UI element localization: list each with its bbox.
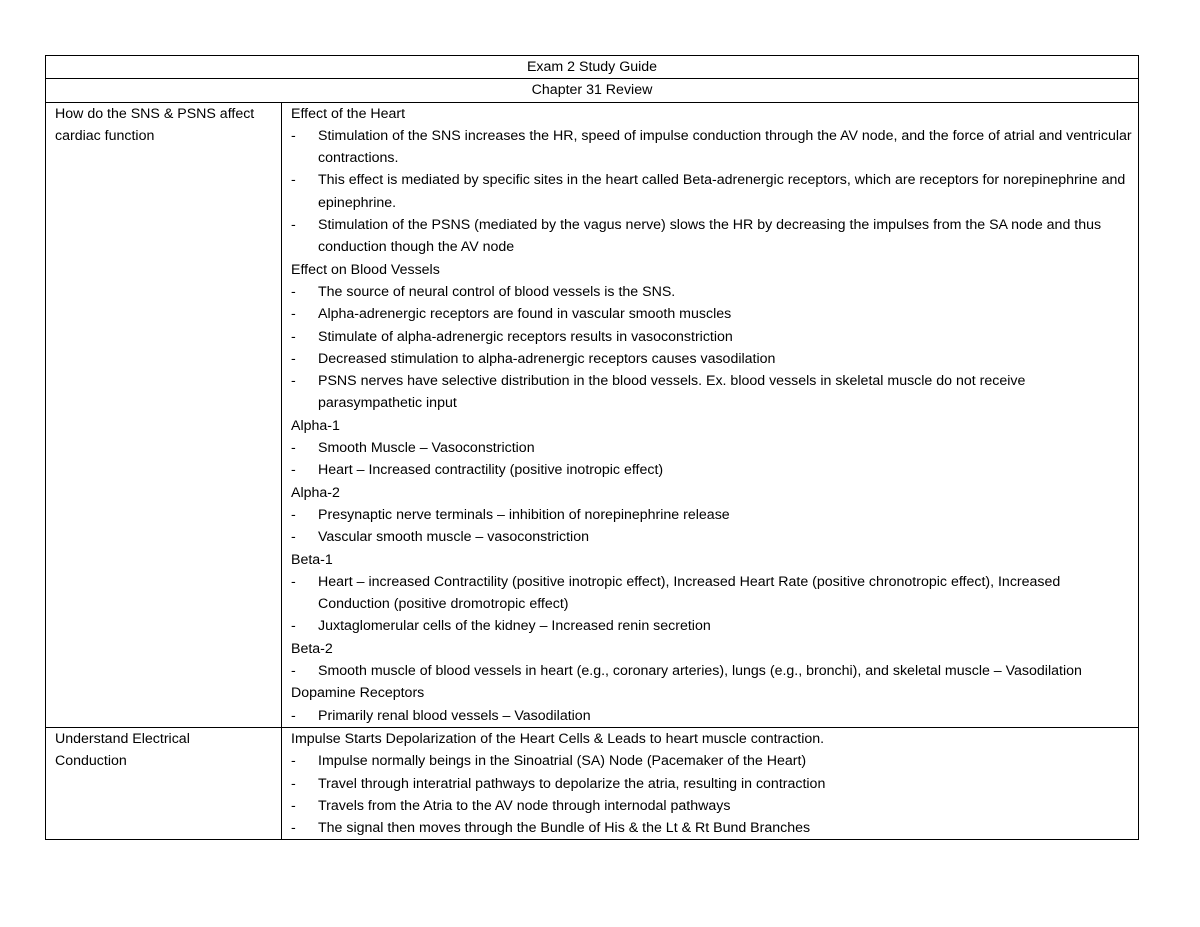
list-item: - Presynaptic nerve terminals – inhibition of norepinephrine release: [291, 504, 1138, 526]
bullet-dash: -: [291, 350, 296, 367]
list-item: - Stimulation of the PSNS (mediated by the vagus nerve) slows the HR by decreasing the impulses from the SA node and thus conduction though the AV node: [291, 214, 1138, 259]
bullet-dash: -: [291, 373, 296, 390]
topic-label: How do the SNS & PSNS affect cardiac function: [55, 105, 255, 144]
bullet-dash: -: [291, 618, 296, 635]
section-heading: Dopamine Receptors: [291, 685, 425, 702]
bullet-dash: -: [291, 462, 296, 479]
list-item: - Vascular smooth muscle – vasoconstriction: [291, 526, 1138, 548]
bullet-dash: -: [291, 127, 296, 144]
list-item: - This effect is mediated by specific sites in the heart called Beta-adrenergic receptors, which are receptors for norepinephrine and epinephrine.: [291, 169, 1138, 214]
bullet-dash: -: [291, 283, 296, 300]
list-item: - The source of neural control of blood vessels is the SNS.: [291, 281, 1138, 303]
topic-cell: [46, 102, 282, 727]
section-heading: Effect of the Heart: [291, 105, 406, 122]
section-heading: Alpha-2: [291, 484, 340, 501]
list-item: - Travel through interatrial pathways to depolarize the atria, resulting in contraction: [291, 773, 1138, 795]
bullet-dash: -: [291, 775, 296, 792]
bullet-dash: -: [291, 753, 296, 770]
chapter-title: Chapter 31 Review: [46, 79, 1139, 102]
content-cell: [282, 102, 1139, 727]
list-item: - Juxtaglomerular cells of the kidney – Increased renin secretion: [291, 615, 1138, 637]
bullet-dash: -: [291, 573, 296, 590]
list-item: - Heart – increased Contractility (positive inotropic effect), Increased Heart Rate (positive chronotropic effect), Increased Conduction (positive dromotropic effect): [291, 571, 1138, 616]
bullet-dash: -: [291, 440, 296, 457]
bullet-dash: -: [291, 820, 296, 837]
section-heading: Beta-2: [291, 640, 333, 657]
list-item: - Alpha-adrenergic receptors are found in vascular smooth muscles: [291, 303, 1138, 325]
topic-label: Understand Electrical Conduction: [55, 730, 190, 770]
bullet-dash: -: [291, 529, 296, 546]
list-item: - Smooth Muscle – Vasoconstriction: [291, 437, 1138, 459]
subtitle-row: [46, 79, 1139, 102]
list-item: - PSNS nerves have selective distribution in the blood vessels. Ex. blood vessels in skeletal muscle do not receive parasympathetic input: [291, 370, 1138, 415]
bullet-dash: -: [291, 797, 296, 814]
bullet-dash: -: [291, 663, 296, 680]
bullet-dash: -: [291, 328, 296, 345]
section-heading: Effect on Blood Vessels: [291, 261, 440, 278]
title-row: [46, 56, 1139, 79]
list-item: - Stimulation of the SNS increases the HR, speed of impulse conduction through the AV node, and the force of atrial and ventricular contractions.: [291, 125, 1138, 170]
list-item: - The signal then moves through the Bundle of His & the Lt & Rt Bund Branches: [291, 817, 1138, 839]
list-item: - Smooth muscle of blood vessels in heart (e.g., coronary arteries), lungs (e.g., bronchi), and skeletal muscle – Vasodilation: [291, 660, 1138, 682]
table-row: [46, 727, 1139, 839]
section-heading: Beta-1: [291, 551, 333, 568]
list-item: - Travels from the Atria to the AV node through internodal pathways: [291, 795, 1138, 817]
topic-cell: [46, 727, 282, 839]
study-guide-table: [45, 55, 1139, 840]
list-item: - Primarily renal blood vessels – Vasodilation: [291, 705, 1138, 727]
list-item: - Stimulate of alpha-adrenergic receptors results in vasoconstriction: [291, 326, 1138, 348]
section-heading: Alpha-1: [291, 417, 340, 434]
bullet-dash: -: [291, 306, 296, 323]
section-heading: Impulse Starts Depolarization of the Heart Cells & Leads to heart muscle contraction.: [291, 730, 825, 747]
list-item: - Heart – Increased contractility (positive inotropic effect): [291, 459, 1138, 481]
content-cell: [282, 727, 1139, 839]
table-row: [46, 102, 1139, 727]
bullet-dash: -: [291, 707, 296, 724]
bullet-dash: -: [291, 172, 296, 189]
document-title: Exam 2 Study Guide: [46, 56, 1139, 79]
list-item: - Impulse normally beings in the Sinoatrial (SA) Node (Pacemaker of the Heart): [291, 750, 1138, 772]
bullet-dash: -: [291, 506, 296, 523]
bullet-dash: -: [291, 217, 296, 234]
list-item: - Decreased stimulation to alpha-adrenergic receptors causes vasodilation: [291, 348, 1138, 370]
